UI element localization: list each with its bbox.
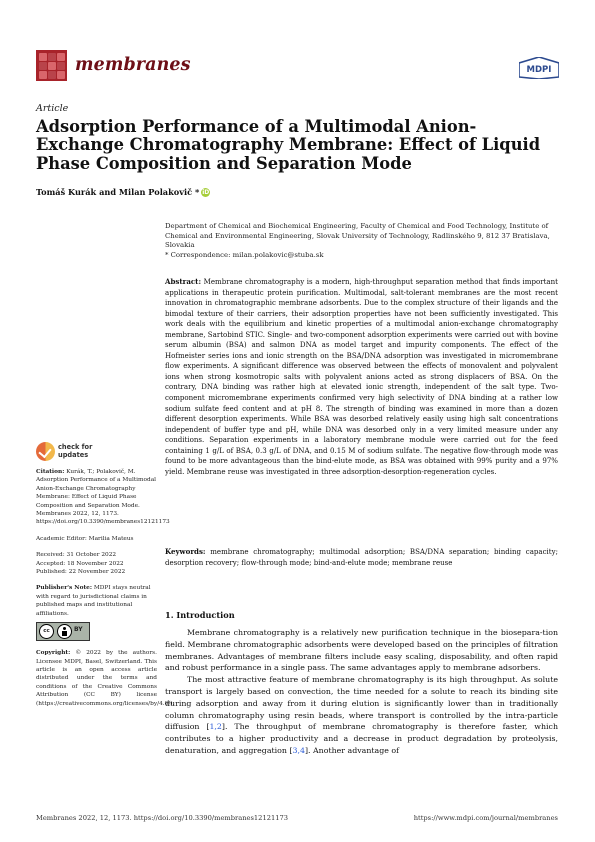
- accepted-date: Accepted: 18 November 2022: [36, 560, 124, 567]
- academic-editor: Academic Editor: Marilia Mateus: [36, 535, 134, 542]
- keywords: [165, 547, 558, 568]
- abstract-label: Abstract:: [165, 277, 202, 286]
- section-heading-introduction: 1. Introduction: [165, 610, 235, 620]
- footer-journal-url[interactable]: https://www.mdpi.com/journal/membranes: [413, 814, 558, 822]
- citation-link[interactable]: 3,4: [292, 745, 305, 755]
- keywords-label: Keywords:: [165, 547, 206, 556]
- article-type: Article: [36, 103, 69, 114]
- correspondence: * Correspondence: milan.polakovic@stuba.sk: [165, 251, 324, 259]
- cc-by-license-icon[interactable]: cc BY: [36, 622, 90, 641]
- citation: Citation: Kurák, T.; Polakovič, M. Adsorption Performance of a Multimodal Anion-Exchange Chromatography Membrane: Effect of Liquid Phase Composition and Separation Mode. Membranes 2022, 12, 1173. https://doi.org/10.3390/membranes12121173: [36, 469, 170, 526]
- journal-name[interactable]: membranes: [75, 55, 191, 75]
- authors-text: Tomáš Kurák and Milan Polakovič *: [36, 187, 200, 197]
- received-date: Received: 31 October 2022: [36, 552, 117, 559]
- check-for-updates-button[interactable]: [36, 442, 96, 462]
- abstract-text: Membrane chromatography is a modern, high-throughput separation method that finds important applications in therapeutic protein purification. Multimodal, salt-tolerant membranes are the most recent innovation in chromatographic membrane adsorbents. Due to the complex structure of their ligands and the bimodal texture of their carriers, their adsorption properties have not been sufficiently investigated. This work deals with the equilibrium and kinetic properties of a multimodal anion-exchange chromatography membrane, Sartobind STIC. Single- and two-component adsorption experiments were carried out with bovine serum albumin (BSA) and salmon DNA as model target and impurity components. The effect of the Hofmeister series ions and ionic strength on the BSA/DNA adsorption was investigated in micromembrane flow experiments. A significant difference was observed between the effects of monovalent and polyvalent ions when strong kosmotropic salts with polyvalent anions acted as strong displacers of BSA. On the contrary, DNA binding was rather high at elevated ionic strength, independent of the salt type. Two-component micromembrane experiments confirmed very high selectivity of DNA binding at a rather low sodium sulfate feed content and at pH 8. The strength of binding was examined in more than a dozen different desorption experiments. While BSA was desorbed relatively easily using high salt concentrations independent of buffer type and pH, while DNA was desorbed only in a very limited measure under any conditions. Separation experiments in a laboratory membrane module were carried out for the feed containing 1 g/L of BSA, 0.3 g/L of DNA, and 0.15 M of sodium sulfate. The negative flow-through mode was found to be more advantageous than the bind-elute mode, as BSA was obtained with 99% purity and a 97% yield. Membrane reuse was investigated in three adsorption-desorption-regeneration cycles.: [165, 277, 558, 476]
- orcid-icon[interactable]: iD: [202, 189, 210, 196]
- affiliation: Department of Chemical and Biochemical Engineering, Faculty of Chemical and Food Technology, Institute of Chemical and Environmental Engineering, Slovak University of Technology, Radlinského 9, 812 37 Bratislava, Slovakia: [165, 222, 550, 250]
- check-updates-icon: [36, 442, 55, 461]
- article-title: Adsorption Performance of a Multimodal Anion-Exchange Chromatography Membrane: Effect of Liquid Phase Composition and Separation Mode: [36, 117, 541, 173]
- cc-by-label: BY: [74, 626, 83, 634]
- intro-paragraph-1: Membrane chromatography is a relatively new purification technique in the biosepara-tion field. Membrane chromatographic adsorbents were developed based on the principles of filtration membranes. Advantages of membrane filters include easy scaling, disposability, and often rapid and robust performance in a single pass. The same advantages apply to membrane adsorbers.: [165, 628, 558, 673]
- abstract: [165, 277, 558, 477]
- check-updates-text: check for updates: [58, 443, 93, 459]
- publisher-note: Publisher's Note: MDPI stays neutral with regard to jurisdictional claims in published maps and institutional affiliations.: [36, 585, 151, 617]
- keywords-text: membrane chromatography; multimodal adsorption; BSA/DNA separation; binding capacity; desorption recovery; flow-through mode; bind-and-elute mode; membrane reuse: [165, 547, 558, 567]
- copyright: Copyright: © 2022 by the authors. Licensee MDPI, Basel, Switzerland. This article is an open access article distributed under the terms and conditions of the Creative Commons Attribution (CC BY) license (https://creativecommons.org/licenses/by/4.0/).: [36, 650, 175, 707]
- mdpi-logo-text: MDPI: [526, 65, 552, 75]
- author-list: [36, 187, 210, 197]
- citation-link[interactable]: 1,2: [209, 722, 222, 732]
- published-date: Published: 22 November 2022: [36, 569, 126, 576]
- article-info-sidebar: [36, 468, 175, 708]
- journal-logo-icon: [36, 50, 67, 81]
- intro-paragraph-2: The most attractive feature of membrane chromatography is its high throughput. As solute transport is largely based on convection, the time needed for a solute to reach its binding site during adsorption and away from it during elution is significantly lower than in traditionally column chromatography using resin beads, where transport is controlled by the intra-particle diffusion [1,2]. The throughput of membrane chromatography is therefore faster, which contributes to a higher productivity and a decrease in product degradation by proteolysis, denaturation, and aggregation [3,4]. Another advantage of: [165, 675, 559, 755]
- footer-citation[interactable]: Membranes 2022, 12, 1173. https://doi.org/10.3390/membranes12121173: [36, 814, 288, 822]
- introduction-body: [165, 627, 558, 757]
- mdpi-logo-icon[interactable]: [519, 57, 559, 79]
